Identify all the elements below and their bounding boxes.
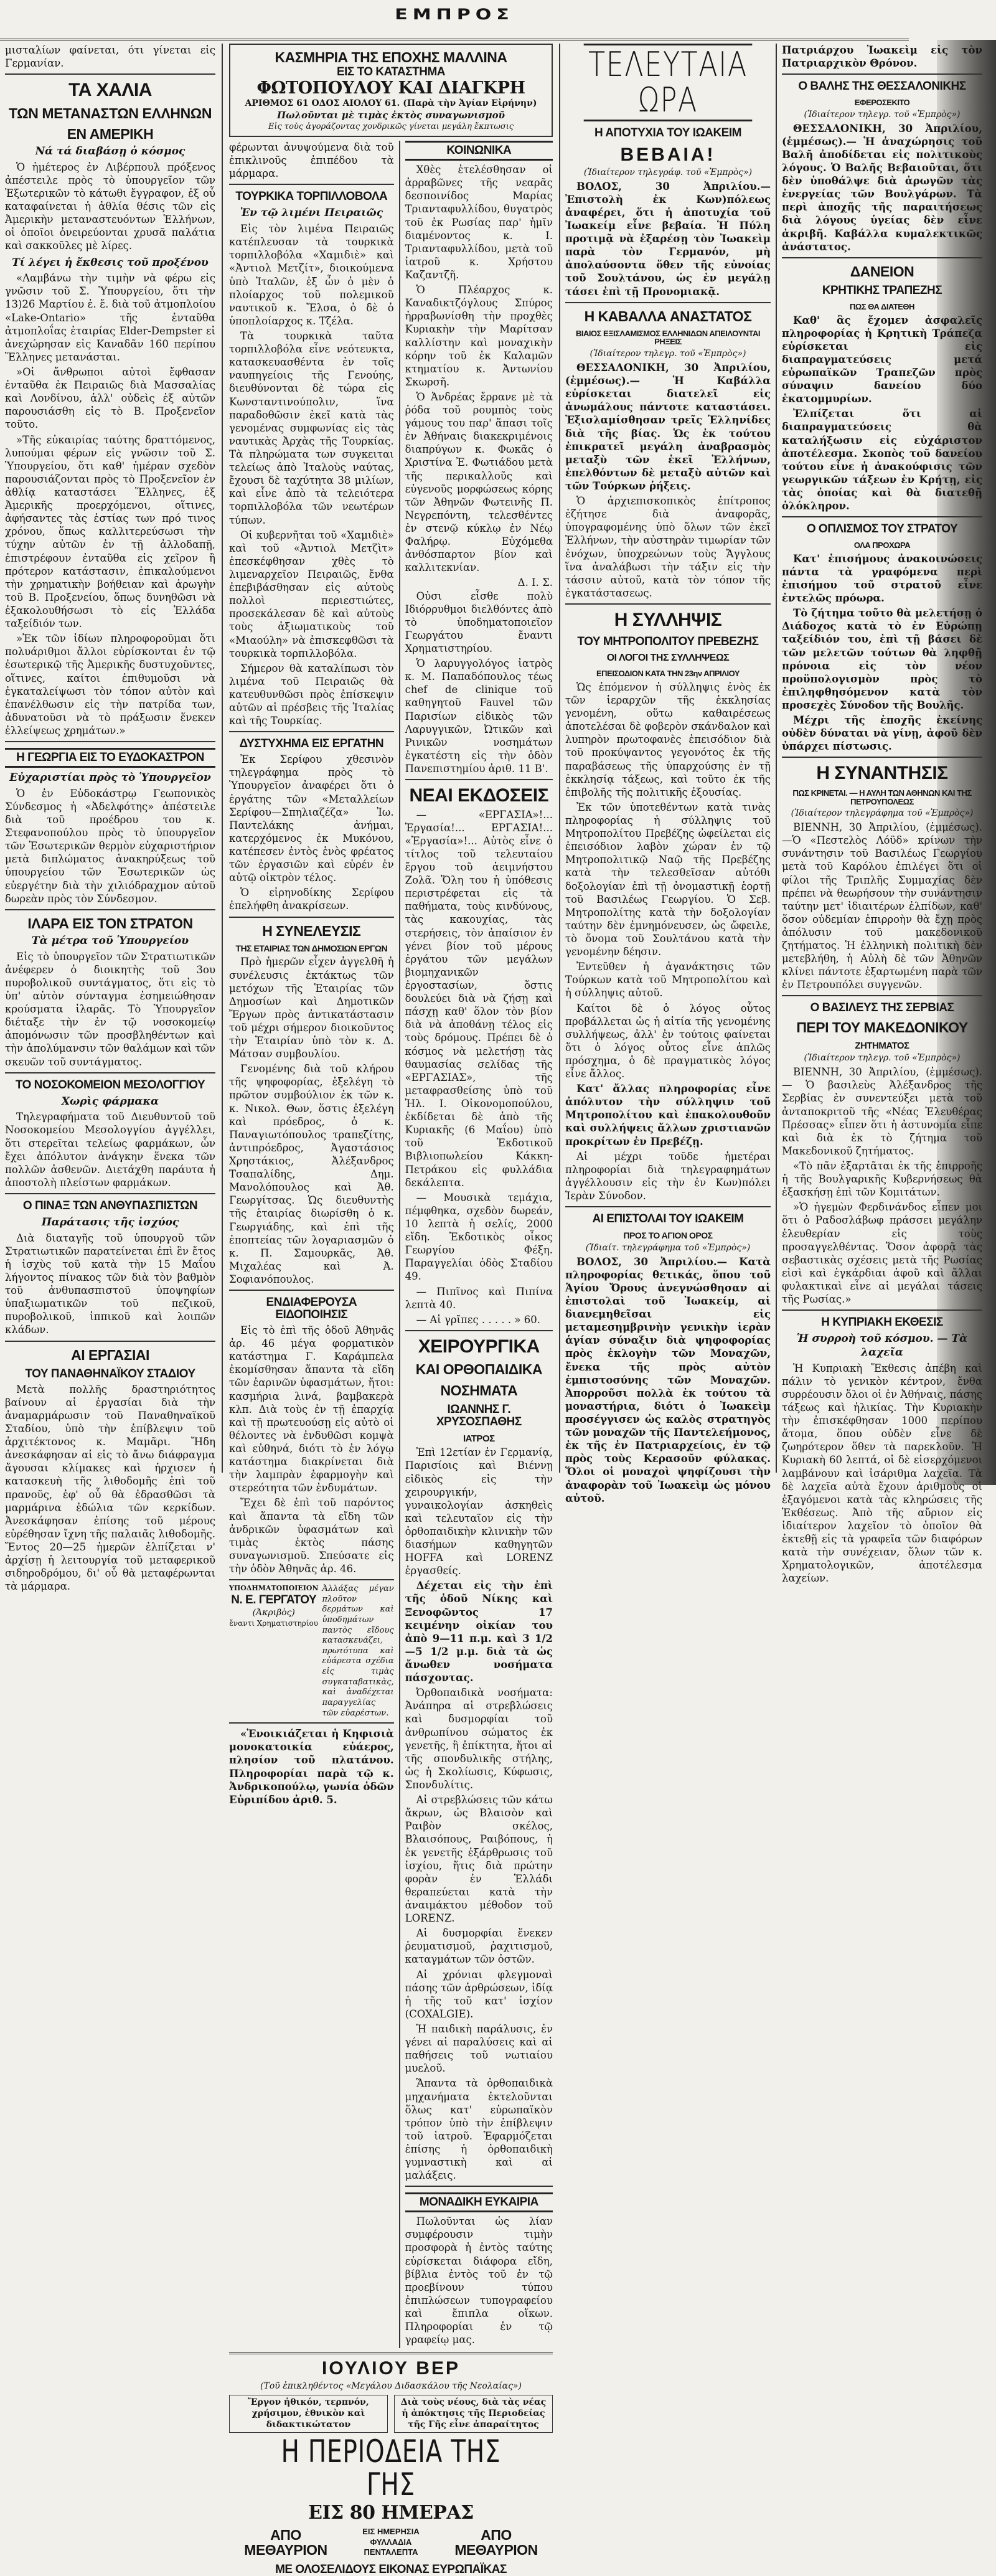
headline: ΤΟΥ ΜΗΤΡΟΠΟΛΙΤΟΥ ΠΡΕΒΕΖΗΣ: [577, 635, 759, 648]
column-2-left: [229, 141, 394, 2348]
divider: [229, 917, 394, 918]
ad-title: ΚΑΣΜΗΡΙΑ ΤΗΣ ΕΠΟΧΗΣ ΜΑΛΛΙΝΑ: [275, 49, 507, 65]
headline: ΑΙ ΕΡΓΑΣΙΑΙ: [71, 1346, 149, 1363]
article-text: Τὸ ζήτημα τοῦτο θὰ μελετήσῃ ὁ Διάδοχος κατὰ τὸ ἐν Εὐρώπῃ ταξείδιόν του, ἐπὶ τῇ βάσει δὲ τῶν μελετῶν τούτων θὰ ληφθῇ πρόνοια εἰς τὸν νέον προϋπολογισμὸν πρὸς τὸ ἐπιληφθησόμενον κατὰ τὸν προσεχὲς Σύνοδον τῆς Βουλῆς.: [782, 607, 982, 711]
subheadline: ΠΡΟΣ ΤΟ ΑΓΙΟΝ ΟΡΟΣ: [623, 1230, 713, 1241]
ad-text: (Ἀκριβὸς): [252, 1608, 295, 1618]
source-line: (Ἰδιαίτερον τηλεγρ. τοῦ «Ἐμπρὸς»): [804, 1053, 961, 1064]
divider: [229, 731, 394, 732]
ad-shop-name: Ν. Ε. ΓΕΡΓΑΤΟΥ: [231, 1593, 317, 1607]
divider: [5, 1193, 215, 1194]
article-text: »Οἱ ἄνθρωποι αὐτοὶ ἔφθασαν ἐνταῦθα ἐκ Πειραιῶς διὰ Μασσαλίας καὶ Λονδίνου, ἀλλ' οὐδεὶς ἐξ αὐτῶν παρουσιάσθη εἰς τὸ Β. Προξενεῖον τοῦτο.: [5, 366, 215, 431]
article-text: Ἡ Κυπριακὴ Ἔκθεσις ἀπέβη καὶ πάλιν τὸ γενικὸν κέντρον, ἔνθα συρρέουσιν ὅλοι οἱ ἐν Ἀθήναις, πάσης τάξεως καὶ ἡλικίας. Τὴν Κυριακὴν τὴν ἐπισκέφθησαν 1000 περίπου ἄτομα, ὅπου οὐδὲν εἶνε δὲ ζωηρότερον ὅθεν τὰ παρεκλοῦν. Ἡ Κυριακὴ 60 λεπτά, οἱ δὲ εἰσερχόμενοι λαμβάνουν καὶ ἰσάριθμα λαχεῖα. Τὰ δὲ λαχεῖα αὐτὰ ἔχουν ἀριθμοὺς οἱ ἐξαγόμενοι κατὰ τὰς κληρώσεις τῆς Ἐκθέσεως. Ἀπὸ τῆς αὔριον εἰς ἰδιαίτερον λαχεῖον τὸ ὁποῖον θὰ ἐκτεθῇ εἰς τὰ γραφεῖα τῶν διαφόρων κατὰ τὴν συνέχειαν, ὅλων τῶν κ. Χρηματολογικῶν, ἀποτέλεσμα λαχείων.: [782, 1362, 982, 1585]
article-text: Ὀρθοπαιδικὰ νοσήματα: Ἀνάπηρα αἱ στρεβλώσεις καὶ δυσμορφίαι τοῦ ἀνθρωπίνου σώματος ἐκ γενετῆς, ἢ ἐπίκτητα, ἤτοι αἱ τῆς σπονδυλικῆς στήλης, ὡς ἡ Σκολίωσις, Κύφωσις, Σπονδυλίτις.: [405, 1687, 553, 1791]
headline: ΚΟΙΝΩΝΙΚΑ: [405, 141, 553, 161]
article-text: Καίτοι δὲ ὁ λόγος οὗτος προβάλλεται ὡς ἡ αἰτία τῆς γενομένης συλλήψεως, ἀλλ' ἐν τούτοις φαίνεται ὅτι ὁ λόγος οὗτος εἶνε ἁπλῶς πρόσχημα, ὁ δὲ πραγματικὸς λόγος εἶνε ἄλλος.: [565, 1002, 771, 1080]
ad-text: Ἀλλάξας μέγαν πλοῦτον δερμάτων καὶ ὑποδημάτων παντὸς εἴδους κατασκευάζει, πρωτότυπα καὶ εὐάρεστα σχέδια εἰς τιμὰς συγκαταβατικὰς, καὶ ἀναδέχεται παραγγελίας τῶν εὐαρέστων.: [322, 1584, 394, 1718]
doctor-name: ΙΩΑΝΝΗΣ Γ. ΧΡΥΣΟΣΠΑΘΗΣ: [436, 1402, 522, 1428]
article-text: Αἱ χρόνιαι φλεγμοναὶ πάσης τῶν ἀρθρώσεων, ἰδίᾳ ἡ τῆς τοῦ κατ' ἰσχίον (COXALGIE).: [405, 1968, 553, 2020]
divider: [405, 1330, 553, 1331]
article-text: Εἰς τὸ ὑπουργεῖον τῶν Στρατιωτικῶν ἀνέφερεν ὁ διοικητὴς τοῦ 3ου πυροβολικοῦ συντάγματος, ὅτι εἰς τὸ ὑπ' αὐτὸν σύνταγμα ἐσημειώθησαν κρούσματα ἰλαρᾶς. Τὸ Ὑπουργεῖον διέταξε τὴν ἐν τῷ νοσοκομείῳ ἀπομόνωσιν τῶν προσβληθέντων καὶ τὴν ἀπολύμανσιν τῶν θαλάμων καὶ τῶν σκευῶν τοῦ συντάγματος.: [5, 950, 215, 1068]
masthead-rule: [0, 39, 909, 40]
headline: Η ΓΕΩΡΓΙΑ ΕΙΣ ΤΟ ΕΥΔΟΚΑΣΤΡΟΝ: [5, 748, 215, 768]
ad-address: ΑΡΙΘΜΟΣ 61 ΟΔΟΣ ΑΙΟΛΟΥ 61. (Παρὰ τὴν Ἁγίαν Εἰρήνην): [245, 98, 537, 109]
column-1: [5, 44, 215, 1593]
article-text: Ἔχει δὲ ἐπὶ τοῦ παρόντος καὶ ἅπαντα τὰ εἴδη τῶν ἀνδρικῶν ὑφασμάτων καὶ τιμὰς ἐκτὸς πάσης συναγωνισμοῦ. Σπεύσατε εἰς τὴν ὁδὸν Ἀθηνᾶς ἀρ. 46.: [229, 1497, 394, 1575]
headline: Η ΣΥΝΑΝΤΗΣΙΣ: [816, 763, 948, 784]
headline: ΜΟΝΑΔΙΚΗ ΕΥΚΑΙΡΙΑ: [405, 2192, 553, 2212]
headline: ΕΝ ΑΜΕΡΙΚΗ: [67, 125, 154, 142]
article-text: Σήμερον θὰ καταλίπωσι τὸν λιμένα τοῦ Πειραιῶς θὰ κατευθυνθῶσι πρὸς ἐπίσκεψιν αὐτῶν αἱ πρέσβεις τῆς Ἰταλίας καὶ τῆς Τουρκίας.: [229, 662, 394, 727]
article-text: ΒΙΕΝΝΗ, 30 Ἀπριλίου, (ἐμμέσως).—Ὁ «Πεστελὸς Λόϋδ» κρίνων τὴν συνάντησιν τοῦ Βασιλέως Γεωργίου μετὰ τοῦ Καρόλου ἐπιλέγει ὅτι οἱ φίλοι τῆς Τριπλῆς Συμμαχίας δὲν πρέπει νὰ θεωρήσουν τὴν συνάντησιν ταύτην μετ' ἰδιαιτέρων ἐλπίδων, καθ' ὅσον οὐδεμίαν ἐπιρροὴν θὰ ἔχῃ πρὸς ἀπόλυσιν τοῦ μακεδονικοῦ ζητήματος. Ἡ ἑλληνικὴ πολιτικὴ δὲν μετεβλήθη, ἡ Αὐλὴ δὲ τῶν Ἀθηνῶν κλίνει πάντοτε ἐξαρτωμένη παρὰ τῶν ἐν Πετρουπόλει συγγενῶν.: [782, 821, 982, 991]
subheadline: ΟΛΑ ΠΡΟΧΩΡΑ: [853, 540, 911, 550]
headline: ΚΑΙ ΟΡΘΟΠΑΙΔΙΚΑ: [415, 1361, 542, 1378]
ad-title: ΙΟΥΛΙΟΥ ΒΕΡ: [322, 2358, 460, 2379]
article-text: Πωλοῦνται ὡς λίαν συμφέρουσιν τιμὴν προσφορὰ ἡ ἐντὸς ταύτης εὐρίσκεται διάφορα εἴδη, βίβλια ἐντὸς τοῦ ἐν τῷ προεβίνουν τύπου ἐπιπλώσεων τυπογραφείου καὶ ἔπιπλα οἴκων. Πληροφορίαι ἐν τῷ γραφείῳ μας.: [405, 2215, 553, 2346]
subheadline: Εὐχαριστίαι πρὸς τὸ Ὑπουργεῖον: [9, 771, 211, 785]
ad-address: ἔναντι Χρηματιστηρίου: [229, 1619, 319, 1628]
headline: ΔΥΣΤΥΧΗΜΑ ΕΙΣ ΕΡΓΑΤΗΝ: [239, 737, 384, 751]
article-text: Ὁ Πλέαρχος κ. Καναδικτζόγλους Σπύρος ἠρραβωνίσθη τὴν προχθὲς Κυριακὴν τὴν Μαρίτσαν καλλίστην καὶ μοναχικὴν κόρην τοῦ ἐκ Καλαμῶν κτηματίου κ. Ἀντωνίου Σκωρσῆ.: [405, 284, 553, 388]
article-text: — Αἱ γρῖπες . . . . . » 60.: [416, 1313, 540, 1326]
ad-footer: ΜΕ ΟΛΟΣΕΛΙΔΟΥΣ ΕΙΚΟΝΑΣ ΕΥΡΩΠΑΪΚΑΣ: [275, 2562, 507, 2576]
article-text: Οἱ κυβερνῆται τοῦ «Χαμιδιὲ» καὶ τοῦ «Ἀντιολ Μετζὶτ» ἐπεσκέφθησαν χθὲς τὸ λιμεναρχεῖον Πειραιῶς, ἔνθα ἐπεβιβάσθησαν εἰς αὐτοὺς πολλοὶ περιεστιώτες, προσεκάλεσαν δὲ καὶ αὐτοὺς τοὺς ἀξιωματικοὺς τοῦ «Μιαούλη» νὰ ἐπισκεφθῶσι τὰ τουρκικὰ τορπιλλοβόλα.: [229, 529, 394, 659]
headline: ΚΡΗΤΙΚΗΣ ΤΡΑΠΕΖΗΣ: [822, 283, 942, 297]
article-text: Εἰς τὸν λιμένα Πειραιῶς κατέπλευσαν τὰ τουρκικὰ τορπιλλοβόλα «Χαμιδιὲ» καὶ «Ἀντιολ Μετζίτ», διοικούμενα ὑπὸ Ἰταλῶν, ἐξ ὧν ὁ μὲν ὁ πλοίαρχος τοῦ πολεμικοῦ ναυτικοῦ κ. Ἔλσα, ὁ δὲ ὁ ὑποπλοίαρχος κ. Τζέλα.: [229, 223, 394, 327]
article-text: ΒΟΛΟΣ, 30 Ἀπριλίου.— Κατὰ πληροφορίας θετικάς, ὅπου τοῦ Ἁγίου Ὄρους ἀνεγνώσθησαν αἱ ἐπιστολαὶ τοῦ Ἰωακείμ, αἱ διανεμηθεῖσαι εἰς μεταμεσημβρινὴν γενικὴν ἱερὰν ἁγίαν σύναξιν διὰ ψηφοφορίας πρὸς ἐκλογὴν τῶν Μοναχῶν, ἔνεκα τῆς πρὸς αὐτὸν ἐμπιστοσύνης τῶν Μοναχῶν. Ἀπορροῦσι πολλὰ ἐκ τούτου τὰ μοναστήρια, διότι ὁ Ἰωακεὶμ προσέγγισεν ὡς καλὸς στρατηγὸς τῶν μοναχῶν τῆς Παντελεήμονος, ἐκ τῆς ἐν Πατριαρχείοις, ἐν τῷ πρὸς τοὺς Κερασοῦν φύλακας. Ὅλοι οἱ μοναχοὶ ψηφίζουσι τὴν ἀναφορὰν τοῦ Ἰωακεὶμ ὡς μόνου αὐτοῦ.: [565, 1255, 771, 1504]
article-text: »Τῆς εὐκαιρίας ταύτης δραττόμενος, λυπούμαι φέρων εἰς γνῶσιν τοῦ Σ. Ὑπουργείου, ὅτι καθ' ἡμέραν σχεδὸν παρουσιάζονται πρὸς τὸ Προξενεῖον ἐν ἀθλίᾳ καταστάσει Ἕλληνες, ἐξ Ἀμερικῆς προερχόμενοι, οἵτινες, ἀφήσαντες τὰς ἑστίας των πρό τινος χρόνου, ὅπως καλλιτερεύσωσι τὴν τύχην αὐτῶν ἐν τῇ ἀλλοδαπῇ, ἐπιστρέφουν ἐνταῦθα εἰς χεῖρον ἢ πρότερον κατάστασιν, ἐπικαλούμενοι τὴν χρηματικὴν βοήθειαν καὶ ἀρωγὴν τοῦ Β. Προξενείου, ὅπως δυνηθῶσι νὰ ἐξακολουθήσωσι τὸ εἰς Ἑλλάδα ταξείδιόν των.: [5, 433, 215, 630]
subheadline: ΕΦΕΡΟΣΕΚΙΤΟ: [854, 98, 910, 108]
divider: [5, 741, 215, 742]
article-text: Ὁ ἡμέτερος ἐν Λιβέρπουλ πρόξενος ἀπέστειλε πρὸς τὸ ὑπουργεῖον τῶν Ἐξωτερικῶν τὸ κάτωθι ἔγγραφον, ἐξ οὗ καταφαίνεται ἡ ἀθλία θέσις τῶν εἰς Ἀμερικὴν μεταναστευόντων Ἑλλήνων, οἱ ὁποῖοι ὀνειρεύονται χρυσᾶ παλάτια καὶ σακκοῦλες μὲ λίρες.: [5, 161, 215, 252]
column-2-right: [399, 141, 553, 2348]
article-text: Δέχεται εἰς τὴν ἐπὶ τῆς ὁδοῦ Νίκης καὶ Ξενοφῶντος 17 κειμένην οἰκίαν του ἀπὸ 9—11 π.μ. καὶ 3 1/2—5 1/2 μ.μ. διὰ τὰ ὡς ἄνωθεν νοσήματα πάσχοντας.: [405, 1580, 553, 1684]
ad-text: ΑΠΟ ΜΕΘΑΥΡΙΟΝ: [454, 2526, 538, 2558]
headline: ΖΗΤΗΜΑΤΟΣ: [855, 1040, 909, 1051]
article-text: Καθ' ἃς ἔχομεν ἀσφαλεῖς πληροφορίας ἡ Κρητικὴ Τράπεζα εὑρίσκεται εἰς διαπραγματεύσεις μετά εὐρωπαϊκῶν Τραπεζῶν πρὸς σύναψιν δανείου δύο ἑκατομμυρίων.: [782, 314, 982, 405]
article-text: φέρωνται ἀνυψούμενα διὰ τοῦ ἐπικλινοῦς ἐπιπέδου τὰ μάρμαρα.: [229, 141, 394, 180]
subheadline: ΠΩΣ ΚΡΙΝΕΤΑΙ. — Η ΑΥΛΗ ΤΩΝ ΑΘΗΝΩΝ ΚΑΙ ΤΗΣ ΠΕΤΡΟΥΠΟΛΕΩΣ: [792, 788, 972, 806]
article-text: Ὁ Ἀνδρέας ἔρρανε μὲ τὰ ῥόδα τοῦ ρουμπὸς τοὺς γάμους του παρ' ἅπασι τοῖς ἐν Ἀθήναις διακεκριμένοις διαπρύγων κ. Φωκᾶς ὁ Χριστίνα Ἐ. Φωτιάδου μετὰ τῆς περικαλλοῦς καὶ εὐγενοῦς μορφώσεως κόρης τῶν Ἀθηνῶν Φωτεινῆς Π. Νεγρεπόντη, τελεσθέντες ἐν στενῷ κύκλῳ ἐν Νέῳ Φαλήρῳ. Εὐχόμεθα ἀνθόσπαρτον βίον καὶ καλλιτεκνίαν.: [405, 390, 553, 574]
article-text: Κατ' ἄλλας πληροφορίας εἶνε ἀπόλυτον τὴν σύλληψιν τοῦ Μητροπολίτου καὶ ἐπακολουθοῦν καὶ συλλήψεις ἄλλων χριστιανῶν προκρίτων ἐν Πρεβέζῃ.: [565, 1083, 771, 1148]
subheadline: Παράτασις τῆς ἰσχύος: [41, 1215, 179, 1229]
divider: [782, 73, 982, 75]
article-text: Τηλεγραφήματα τοῦ Διευθυντοῦ τοῦ Νοσοκομείου Μεσολογγίου ἀγγέλλει, ὅτι στερεῖται τελείως φαρμάκων, ὧν ἔχει ἀπόλυτον ἀνάγκην ἕνεκα τῶν πολλῶν ἀσθενῶν. Διετάχθη παράυτα ἡ ἀποστολὴ πλείστων φαρμάκων.: [5, 1111, 215, 1189]
divider: [782, 516, 982, 517]
headline: ΤΩΝ ΜΕΤΑΝΑΣΤΩΝ ΕΛΛΗΝΩΝ: [8, 105, 212, 121]
article-text: Διὰ διαταγῆς τοῦ ὑπουργοῦ τῶν Στρατιωτικῶν παρατείνεται ἐπὶ ἓν ἔτος ἡ ἰσχὺς τοῦ κατὰ τὴν 15 Μαΐου λήγοντος πίνακος τῶν διὰ τὸν βαθμὸν τοῦ ἀνθυπασπιστοῦ ὑποψηφίων ὑπαξιωματικῶν τοῦ πεζικοῦ, πυροβολικοῦ, ἱππικοῦ καὶ λοιπῶν κλάδων.: [5, 1232, 215, 1336]
headline: Ο ΒΑΣΙΛΕΥΣ ΤΗΣ ΣΕΡΒΙΑΣ: [810, 1001, 954, 1015]
column-rule: [559, 44, 560, 1473]
column-3: [565, 44, 771, 1504]
article-text: ΒΟΛΟΣ, 30 Ἀπριλίου.— Ἐπιστολὴ ἐκ Κων)πόλεως ἀναφέρει, ὅτι ἡ ἀποτυχία τοῦ Ἰωακείμ εἶνε βεβαία. Ἡ Πύλη προτιμᾷ νὰ ἐξαρέσῃ τὸν Ἰωακεὶμ παρὰ τὸν Γερμανόν, μὴ ἀπολαύσοντα ὅθεν τῆς εὐνοίας τοῦ Σουλτάνου, ὡς ἐν μεγάλῃ τάσει ἐπὶ τῇ Προνομιακᾷ.: [565, 180, 771, 298]
headline: Η ΣΥΛΛΗΨΙΣ: [614, 610, 722, 630]
headline: ΤΟ ΝΟΣΟΚΟΜΕΙΟΝ ΜΕΣΟΛΟΓΓΙΟΥ: [15, 1078, 205, 1092]
article-text: Οὐσι εἶσθε πολὺ Ιδιόρρυθμοι διελθόντες ἀπὸ τὸ ὑποδηματοποιεῖον Γεωργάτου ἔναντι Χρηματιστηρίου.: [405, 590, 553, 655]
headline: ΑΙ ΕΠΙΣΤΟΛΑΙ ΤΟΥ ΙΩΑΚΕΙΜ: [592, 1212, 744, 1226]
article-text: Ἐλπίζεται ὅτι αἱ διαπραγματεύσεις θὰ καταλήξωσιν εἰς εὐχάριστον ἀποτέλεσμα. Σκοπὸς τοῦ δανείου τούτου εἶνε ἡ ἀνακούφισις τῶν γεωργικῶν τάξεων ἐν Κρήτῃ, εἰς τὰς ὁποίας καὶ θὰ διατεθῇ ὁλόκληρον.: [782, 408, 982, 512]
ad-subtitle: (Τοῦ ἐπικληθέντος «Μεγάλου Διδασκάλου τῆς Νεολαίας»): [260, 2380, 522, 2391]
headline: Η ΚΥΠΡΙΑΚΗ ΕΚΘΕΣΙΣ: [821, 1316, 943, 1329]
column-4: [782, 44, 982, 1585]
subheadline: Νά τά διαβάσῃ ὁ κόσμος: [35, 145, 186, 158]
divider: [229, 2352, 553, 2354]
article-text: Κατ' ἐπισήμους ἀνακοινώσεις πάντα τὰ γραφόμενα περὶ ἐπισήμου τοῦ στρατοῦ εἶνε ἐντελῶς πρόωρα.: [782, 552, 982, 605]
ad-text: ΥΠΟΔΗΜΑΤΟΠΟΙΕΙΟΝ: [229, 1584, 319, 1593]
divider: [5, 73, 215, 75]
ad-text: ΠΕΝΤΑΛΕΠΤΑ: [364, 2547, 418, 2557]
section-headline: ΤΕΛΕΥΤΑΙΑ ΩΡΑ: [584, 44, 753, 121]
classified-text: «Ἐνοικιάζεται ἡ Κηφισιὰ μονοκατοικία εὐάερος, πλησίον τοῦ πλατάνου. Πληροφορίαι παρὰ τῷ κ. Ἀνδρικοπούλῳ, γωνία ὁδῶν Εὐριπίδου ἀριθ. 5.: [229, 1728, 394, 1806]
article-text: Ὁ ἀρχιεπισκοπικὸς ἐπίτροπος ἐζήτησε διὰ ἀναφορᾶς, ὑπογραφομένης ὑπὸ ὅλων τῶν ἐκεῖ Ἑλλήνων, τὴν αὐστηρὰν τιμωρίαν τῶν ἐνόχων, ὑποχρεώνων τοὺς Ἄγγλους ἵνα ἀναλάβωσι τὴν τάξιν εἰς τὴν τάσσιν αὐτοῦ, κατὰ τὸν τόπον τῆς ἐγκατάστασεως.: [565, 495, 771, 599]
article-text: Αἱ δυσμορφίαι ἕνεκεν ῥευματισμοῦ, ῥαχιτισμοῦ, καταγμάτων τῶν ὀστῶν.: [405, 1927, 553, 1966]
article-text: «Λαμβάνω τὴν τιμὴν νὰ φέρω εἰς γνῶσιν τοῦ Σ. Ὑπουργείου, ὅτι τὴν 13)26 Μαρτίου ἐ. ἔ. διὰ τοῦ ἀτμοπλοίου «Lake-Ontario» τῆς ἐνταῦθα ἀτμοπλοΐας ἑταιρίας Elder-Dempster εἰ ἀνεχώρησαν εἰς Καναδᾶν 160 περίπου Ἕλληνες μετανάσται.: [5, 272, 215, 363]
article-text: »Ὁ ἡγεμὼν Φερδινάνδος εἶπεν μοι ὅτι ὁ Ραδοσλάβωφ πράσσει μεγάλην ἐλευθερίαν εἰς τοὺς προσαγγελθέντας. Ὅσον ἀφορᾷ τὰς σεβαστικὰς σχέσεις μετὰ τῆς Ρωσίας εἰσὶ καὶ ἐγκάρδιαι ἀφοῦ καὶ ἄλλαι φυλακτικαὶ εἶνε αἱ μεγάλαι τάσεις τῆς Ρωσίας.»: [782, 1201, 982, 1306]
ad-text: Διὰ τοὺς νέους, διὰ τὰς νέας ἡ ἀπόκτησις τῆς Περιοδείας τῆς Γῆς εἶνε ἀπαραίτητος: [394, 2395, 553, 2433]
subheadline: ΒΙΑΙΟΣ ΕΞΙΣΛΑΜΙΣΜΟΣ ΕΛΛΗΝΙΔΩΝ ΑΠΕΙΛΟΥΝΤΑΙ ΡΗΞΕΙΣ: [576, 328, 760, 347]
article-text: ΒΙΕΝΝΗ, 30 Ἀπριλίου, (ἐμμέσως). — Ὁ βασιλεὺς Ἀλέξανδρος τῆς Σερβίας ἐν συνεντεύξει μετὰ τοῦ ἀνταποκριτοῦ τῆς «Νέας Ἐλευθέρας Πρέσσας» εἶπεν ὅτι ἡ ἀστυνομία εἶπε καὶ διὰ ἐκ τὸ ζήτημα τοῦ Μακεδονικοῦ ζητήματος.: [782, 1066, 982, 1157]
ad-line: Πωλοῦνται μὲ τιμὰς ἐκτὸς συναγωνισμοῦ: [277, 110, 505, 121]
article-text: Μέχρι τῆς ἐποχῆς ἐκείνης οὐδὲν δύναται νὰ γίνῃ, ἀφοῦ δὲν ὑπάρχει πίστωσις.: [782, 714, 982, 753]
headline: ΕΝΔΙΑΦΕΡΟΥΣΑ ΕΙΔΟΠΟΙΗΣΙΣ: [266, 1296, 357, 1322]
article-text: »Ἐκ τῶν ἰδίων πληροφοροῦμαι ὅτι πολυάριθμοι ἄλλοι εὑρίσκονται ἐν τῷ ἐσωτερικῷ τῆς Ἀμερικῆς δυστυχοῦντες, οἵτινες, καίτοι ἐπιθυμοῦσι νὰ ἐγκαταλείψωσι τὸν τόπον αὐτὸν καὶ ἐπανέλθωσιν εἰς τὴν πατρίδα των, ἀδυνατοῦσι νὰ τὸ πράξωσιν ἕνεκεν ἐλλείψεως χρημάτων.»: [5, 633, 215, 737]
divider: [405, 2186, 553, 2187]
article-text: Ἐπὶ 12ετίαν ἐν Γερμανίᾳ, Παρισίοις καὶ Βιέννῃ εἰδικὸς εἰς τὴν χειρουργικήν, γυναικολογίαν ἀσκηθεὶς καὶ τελευταῖον εἰς τὴν ὀρθοπαιδικὴν κλινικὴν τῶν διασήμων καθηγητῶν HOFFA καὶ LORENZ ἐργασθείς.: [405, 1446, 553, 1577]
subheadline: ΠΩΣ ΘΑ ΔΙΑΤΕΘΗ: [850, 301, 914, 311]
subheadline: ΕΠΕΙΣΟΔΙΟΝ ΚΑΤΑ ΤΗΝ 23ην ΑΠΡΙΛΙΟΥ: [596, 669, 740, 679]
article-text: Ἐντεῦθεν ἡ ἀγανάκτησις τῶν Τούρκων κατὰ τοῦ Μητροπολίτου καὶ ἡ σύλληψις αὐτοῦ.: [565, 961, 771, 999]
headline: Ο ΠΙΝΑΞ ΤΩΝ ΑΝΘΥΠΑΣΠΙΣΤΩΝ: [22, 1199, 198, 1212]
article-text: Χθὲς ἐτελέσθησαν οἱ ἀρραβῶνες τῆς νεαρᾶς δεσποινίδος Μαρίας Τριανταφυλλίδου, θυγατρὸς τοῦ ἐκ Ρωσίας παρ' ἡμῖν διαμένοντος κ. Ι. Τριανταφυλλίδου, μετὰ τοῦ ἰατροῦ κ. Χρήστου Καζαντζῆ.: [405, 164, 553, 281]
divider: [229, 184, 394, 185]
source-line: (Ἰδιαίτ. τηλεγράφημα τοῦ «Ἐμπρὸς»): [585, 1242, 751, 1253]
headline: Η ΚΑΒΑΛΛΑ ΑΝΑΣΤΑΤΟΣ: [584, 308, 752, 324]
headline: ΧΕΙΡΟΥΡΓΙΚΑ: [418, 1336, 540, 1357]
headline: ΤΟΥ ΠΑΝΑΘΗΝΑΪΚΟΥ ΣΤΑΔΙΟΥ: [25, 1367, 195, 1380]
article-text: Πρὸ ἡμερῶν εἶχεν ἀγγελθῆ ἡ συνέλευσις ἐκτάκτως τῶν μετόχων τῆς Ἑταιρίας τῶν Δημοσίων καὶ Δημοτικῶν Ἔργων πρὸς ἀντικατάστασιν τοῦ μέχρι σήμερον διοικοῦντος τὴν Ἑταιρίαν ὑπὸ τὸν κ. Δ. Μάτσαν συμβουλίου.: [229, 956, 394, 1060]
subheadline: Χωρὶς φάρμακα: [61, 1095, 159, 1108]
article-text: Γενομένης διὰ τοῦ κλήρου τῆς ψηφοφορίας, ἐξελέγη τὸ πρῶτον συμβούλιον ἐκ τῶν κ. κ. Νικολ. Θων, ὅστις ἐξελέγη καὶ πρόεδρος, ὁ κ. Παναγιωτόπουλος τραπεζίτης, ἀντιπρόεδρος, Ἀγαστάσιος Χρηστάκιος, Ἀλέξανδρος Τσαπαλίδης, Δημ. Μανολόπουλος καὶ Ἀθ. Γεωργίτσας. Ὡς διευθυντὴς τῆς ἑταιρίας διωρίσθη ὁ κ. Γεωργιάδης, καὶ ἐπὶ τῆς ἐποπτείας τῶν λογαριασμῶν ὁ κ. Π. Σαμουρκᾶς, Ἀθ. Μιχαλέας καὶ Ἀ. Σοφιανόπουλος.: [229, 1063, 394, 1286]
divider: [565, 302, 771, 303]
article-text: Αἱ στρεβλώσεις τῶν κάτω ἄκρων, ὡς Βλαισὸν καὶ Ραιβὸν σκέλος, Βλαισόπους, Ραιβόπους, ἡ ἐκ γενετῆς ἐξάρθρωσις τοῦ ἰσχίου, ἥτις διὰ πρώτην φορὰν ἐν Ἑλλάδι θεραπεύεται κατὰ τὴν ἀναιμάκτου μέθοδον τοῦ LORENZ.: [405, 1794, 553, 1925]
article-text: Τὰ τουρκικὰ ταῦτα τορπιλλοβόλα εἶνε νεότευκτα, κατασκευασθέντα ἐν τοῖς ναυπηγείοις τῆς Γενούης, διευθύνονται δὲ τώρα εἰς Κωνσταντινούπολιν, ἵνα παραδοθῶσιν ἐκεῖ κατὰ τὰς γενομένας συμφωνίας εἰς τὰς ναυτικὰς Ἀρχὰς τῆς Τουρκίας. Τὰ πληρώματα των συγκειται τελείως ἀπὸ Ἰταλοὺς ναύτας, ἔχουσι δὲ ταχύτητα 38 μιλίων, καὶ εἶνε ἀπὸ τὰ τελειότερα τορπιλλοβόλα τῶν νεωτέρων τύπων.: [229, 330, 394, 526]
ad-subtitle: ΕΙΣ ΤΟ ΚΑΤΑΣΤΗΜΑ: [336, 65, 445, 79]
headline: ΤΗΣ ΕΤΑΙΡΙΑΣ ΤΩΝ ΔΗΜΟΣΙΩΝ ΕΡΓΩΝ: [235, 943, 388, 953]
divider: [405, 779, 553, 780]
divider: [229, 1290, 394, 1291]
masthead: [0, 0, 909, 40]
subheadline: Ἐν τῷ λιμένι Πειραιῶς: [240, 207, 383, 220]
divider: [782, 257, 982, 258]
subheadline: ΟΙ ΛΟΓΟΙ ΤΗΣ ΣΥΛΛΗΨΕΩΣ: [606, 653, 730, 664]
headline: Η ΑΠΟΤΥΧΙΑ ΤΟΥ ΙΩΑΚΕΙΜ: [594, 126, 741, 140]
ad-text: Ἔργον ἠθικόν, τερπνόν, χρήσιμον, ἐθνικὸν καὶ διδακτικώτατον: [229, 2395, 388, 2433]
column-2: [229, 44, 553, 2576]
article-text: Ὡς ἐπόμενον ἡ σύλληψις ἑνὸς ἐκ τῶν ἱεραρχῶν τῆς ἐκκλησίας γενομένη, οὕτω καθαιρέσεως ἀποτελέσαι δὲ φοβερὸν σκάνδαλον καὶ λυπηρὸν πρωτοφανὲς ἐπεισόδιον διὰ τοῦ προκύψαντος γεγονότος ἐκ τῆς παραβάσεως τῆς ὑπαρχούσης ἐν τῇ ἐκκλησίᾳ τάξεως, καὶ τοῦτο ἐκ τῆς ἐπιβολῆς τῆς πολιτικῆς ἐξουσίας.: [565, 681, 771, 798]
ad-line: Εἰς τοὺς ἀγοράζοντας χονδρικῶς γίνεται μεγάλη ἔκπτωσις: [268, 121, 514, 131]
article-text: ΘΕΣΣΑΛΟΝΙΚΗ, 30 Ἀπριλίου, (ἐμμέσως).— Ἡ ἀναχώρησις τοῦ Βαλῆ ἀποδίδεται εἰς πολιτικοὺς λόγους. Ὁ Βαλῆς Βεβαιοῦται, ὅτι δὲν ὑποθάλψε διὰ ἀρωγῶν τὰς ἐνεργείας τῶν Βουλγάρων. Τὰ περὶ ἀποχῆς τῆς παραιτήσεως διὰ λόγους ὑγείας δὲν εἶνε ἀκριβῆ. Καβάλλα κυμαλεκτικῶς ἀνάστατος.: [782, 122, 982, 253]
divider: [565, 1206, 771, 1207]
divider: [5, 1341, 215, 1342]
headline: Ο ΟΠΛΙΣΜΟΣ ΤΟΥ ΣΤΡΑΤΟΥ: [806, 522, 958, 536]
headline: Η ΣΥΝΕΛΕΥΣΙΣ: [262, 922, 361, 939]
article-text: Μετὰ πολλῆς δραστηριότητος βαίνουν αἱ ἐργασίαι διὰ τὴν ἀναμαρμάρωσιν τοῦ Παναθηναϊκοῦ Σταδίου, ὑπὸ τὴν ἐπίβλεψιν τοῦ ἀρχιτέκτονος κ. Μαμᾶρι. Ἤδη ἀνεσκάφησαν αἱ εἰς τὸ ἄνω διάφραγμα ἄγουσαι κλίμακες καὶ ἠρχισεν ἡ κατασκευὴ τῆς λιθοδομῆς ἐπὶ τοῦ πρανοῦς, ἐφ' οὗ θὰ ἐδρασθῶσι τὰ μαρμάρινα ἑδώλια τῶν κερκίδων. Ἀνεσκάφησαν ἐπίσης τοῦ μέρους εὑρέθησαν ἴχνη τῆς παλαιᾶς λιθοδομῆς. Ἔντος 20—25 ἡμερῶν ἐλπίζεται ν' ἀρχίσῃ ἡ λειτουργία τοῦ μεταφερικοῦ σιδηροδρόμου, δι' οὗ θὰ μεταφέρωνται τὰ μάρμαρα.: [5, 1383, 215, 1593]
article-text: Αἱ μέχρι τοῦδε ἡμετέραι πληροφορίαι διὰ τηλεγραφημάτων ἀγγέλλουσιν εἰς τὴν ἐν Κων)πόλει Ἱερὰν Σύνοδον.: [565, 1150, 771, 1202]
headline: ΤΑ ΧΑΛΙΑ: [68, 80, 152, 101]
article-text: Ἐκ Σερίφου χθεσινὸν τηλεγράφημα πρὸς τὸ Ὑπουργεῖον ἀναφέρει ὅτι ὁ ἐργάτης τῶν «Μεταλλείων Σερίφου—Σπηλιαζέζα» Ἰω. Παντελάκης ἀνήμαι, κατερχόμενος ἐκ Μυκόνου, κατέπεσεν ἐντὸς ἑνὸς φρέατος τῶν ἐργασιῶν καὶ εὑρέν ἐν αὐτῷ οἰκτρὸν τέλος.: [229, 753, 394, 884]
divider: [229, 1722, 394, 1724]
source-line: (Ἰδιαίτερον τηλεγρ. τοῦ «Ἐμπρὸς»): [590, 349, 746, 359]
divider: [782, 995, 982, 996]
article-text: Ἐκ τῶν ὑποτεθέντων κατὰ τινὰς πληροφορίας ἡ σύλληψις τοῦ Μητροπολίτου Πρεβέζης ὠφείλεται εἰς ἐπεισόδιον λαβὸν χώραν ἐν τῷ Μητροπολιτικῷ Ναῷ τῆς Πρεβέζης κατὰ τὴν τελεσθεῖσαν αὐτόθι δοξολογίαν ἐπὶ τῇ ὀνομαστικῇ ἑορτῇ τοῦ Βασιλέως Γεωργίου. Ὁ Σεβ. Μητροπολίτης κατὰ τὴν δοξολογίαν ταύτην δὲν ἐμνημόνευσεν, ὡς ὤφειλε, τὸ ὄνομα τοῦ Σουλτάνου κατὰ τὴν γενομένην δέησιν.: [565, 801, 771, 958]
column-rule: [222, 44, 223, 1473]
divider: [229, 1579, 394, 1580]
article-text: Ὁ εἰρηνοδίκης Σερίφου ἐπελήφθη ἀνακρίσεων.: [229, 887, 394, 912]
ad-shop-name: ΦΩΤΟΠΟΥΛΟΥ ΚΑΙ ΔΙΑΓΚΡΗ: [256, 78, 525, 98]
advertisement-shoes: [229, 1584, 394, 1719]
article-text: Ἅπαντα τὰ ὀρθοπαιδικὰ μηχανήματα ἐκτελοῦνται ὅλως κατ' εὐρωπαϊκὸν τρόπον ὑπὸ τὴν ἐπίβλεψιν τοῦ ἰατροῦ. Ἐφαρμόζεται ἐπίσης ἡ ὀρθοπαιδικὴ γυμναστικὴ καὶ αἱ μαλάξεις.: [405, 2077, 553, 2182]
headline: ΔΑΝΕΙΟΝ: [850, 263, 914, 280]
headline: ΠΕΡΙ ΤΟΥ ΜΑΚΕΔΟΝΙΚΟΥ: [796, 1019, 968, 1036]
headline: ΝΕΑΙ ΕΚΔΟΣΕΙΣ: [409, 785, 549, 806]
article-text: ΘΕΣΣΑΛΟΝΙΚΗ, 30 Ἀπριλίου, (ἐμμέσως).— Ἡ Καβάλλα εὑρίσκεται διατελεῖ εἰς ἀνωμάλους πάντοτε καταστάσει. Ἐξισλαμίσθησαν τρεῖς Ἑλληνίδες διὰ τῆς βίας. Ὡς ἐκ τούτου ἐπικρατεῖ μεγάλη ἀναβρασμὸς μεταξὺ τῶν ἐκεῖ Ἑλλήνων, ἐπελθόντων δὲ μεταξὺ αὐτῶν καὶ τῶν Τούρκων ῥήξεις.: [565, 362, 771, 493]
subheadline: Τὰ μέτρα τοῦ Ὑπουργείου: [31, 934, 189, 947]
headline: ΙΛΑΡΑ ΕΙΣ ΤΟΝ ΣΤΡΑΤΟΝ: [27, 915, 193, 932]
divider: [782, 757, 982, 758]
subheadline: Τί λέγει ἡ ἔκθεσις τοῦ προξένου: [12, 256, 209, 269]
ad-headline: ΕΙΣ 80 ΗΜΕΡΑΣ: [308, 2502, 474, 2524]
headline: ΒΕΒΑΙΑ!: [620, 144, 716, 166]
article-text: — «ΕΡΓΑΣΙΑ»!... Ἐργασία!... ΕΡΓΑΣΙΑ!... «Ἐργασία»!... Αὐτὸς εἶνε ὁ τίτλος τοῦ τελευταίου ἔργου τοῦ ἀειμνήστου Ζολᾶ. Ὅλη του ἡ ὑπόθεσις περιστρέφεται εἰς τὰ παθήματα, τοὺς κινδύνους, τὰς κακουχίας, τὰς στερήσεις, τὸν ἀπαίσιον ἐν γένει βίον τοῦ μέρους ἐργάτου τῶν μεγάλων βιομηχανικῶν ἐργοστασίων, ὅστις δουλεύει διὰ νὰ ζήσῃ καὶ πάσχῃ καθ' ὅλον τὸν βίον διὰ νὰ ἀποθάνῃ τέλος εἰς τοὺς δρόμους. Πρέπει δὲ ὁ κόσμος νὰ μελετήσῃ τὰς θαυμασίας σελίδας τῆς «ΕΡΓΑΣΙΑΣ», τῆς μεταφρασθείσης ὑπὸ τοῦ Ἠλ. Ι. Οἰκονομοπούλου, ἐκδίδεται δὲ ἀπὸ τῆς Κυριακῆς (6 Μαΐου) ὑπὸ τοῦ Ἐκδοτικοῦ Βιβλιοπωλείου Κάκκη-Πετράκου εἰς φυλλάδια δεκάλεπτα.: [405, 808, 553, 1189]
masthead-title: ΕΜΠΡΟΣ: [395, 6, 514, 24]
ad-headline: Η ΠΕΡΙΟΔΕΙΑ ΤΗΣ ΓΗΣ: [281, 2433, 501, 2503]
ad-text: ΑΠΟ ΜΕΘΑΥΡΙΟΝ: [244, 2526, 327, 2558]
column-rule: [776, 44, 777, 1473]
divider: [5, 909, 215, 910]
divider: [782, 1309, 982, 1311]
advertisement-cashmere: [229, 44, 553, 137]
source-line: (Ἰδιαίτερον τηλεγράφ. τοῦ «Ἐμπρὸς»): [583, 167, 753, 177]
divider: [565, 603, 771, 605]
article-text: Εἰς τὸ ἐπὶ τῆς ὁδοῦ Ἀθηνᾶς ἀρ. 46 μέγα φορματικὸν κατάστημα Γ. Καράμπελα ἐκομίσθησαν ἅπαντα τὰ εἴδη τῶν ἐαρινῶν ὑφασμάτων, ἤτοι: κασμήρια λινά, βαμβακερὰ κλπ. Διὰ τοὺς ἐν τῇ ἐπαρχίᾳ καὶ τῇ πρωτευούσῃ εἰς αὐτὸ οἱ θέλοντες νὰ ἐνδυθῶσι κομψὰ καὶ εὐθηνά, διότι τὸ ἐν λόγῳ κατάστημα διακρίνεται διὰ τὴν λαμπρὰν ἐφαρμογὴν καὶ στερεότητα τῶν ἐνδυμάτων.: [229, 1324, 394, 1494]
headline: ΤΟΥΡΚΙΚΑ ΤΟΡΠΙΛΛΟΒΟΛΑ: [235, 190, 388, 204]
source-line: (Ἰδιαίτερον τηλεγράφημα τοῦ «Ἐμπρὸς»): [791, 808, 974, 819]
article-text: Ὁ λαρυγγολόγος ἰατρὸς κ. Μ. Παπαδόπουλος τέως chef de clinique τοῦ καθηγητοῦ Fauvel τῶν Παρισίων εἰδικὸς τῶν Λαρυγγικῶν, Ὠτικῶν καὶ Ρινικῶν νοσημάτων ἐγκατέστη εἰς τὴν ὁδὸν Πανεπιστημίου ἀριθ. 11 Β'.: [405, 658, 553, 775]
article-text: Πατριάρχου Ἰωακεὶμ εἰς τὸν Πατριαρχικὸν Θρόνον.: [782, 44, 982, 70]
subheadline: Ἡ συρροὴ τοῦ κόσμου. — Τὰ λαχεῖα: [796, 1333, 968, 1359]
source-line: (Ἰδιαίτερον τηλεγρ. τοῦ «Ἐμπρὸς»): [804, 109, 961, 120]
article-text: μισταλίων φαίνεται, ότι γίνεται εἰς Γερμανίαν.: [5, 44, 215, 70]
article-text: Ἡ παιδικὴ παράλυσις, ἐν γένει αἱ παραλύσεις καὶ αἱ παθήσεις τοῦ νωτιαίου μυελοῦ.: [405, 2022, 553, 2075]
signature: Δ. Ι. Σ.: [517, 577, 553, 589]
divider: [5, 1072, 215, 1073]
advertisement-book: [229, 2359, 553, 2575]
article-text: — Μουσικὰ τεμάχια, πέμφθηκα, σχεδὸν δωρεάν, 10 λεπτὰ ἡ σελίς, 2000 εἴδη. Ἐκδοτικὸς οἶκος Γεωργίου Φέξη. Παραγγελίαι ὁδὸς Σταδίου 49.: [405, 1191, 553, 1283]
article-text: «Τὸ πᾶν ἐξαρτᾶται ἐκ τῆς ἐπιρροῆς ἡ τῆς Βουλγαρικῆς Κυβερνήσεως θὰ ἐξασκήσῃ ἐπὶ τῶν Κομιτάτων.: [782, 1159, 982, 1199]
ad-text: ΕΙΣ ΗΜΕΡΗΣΙΑ ΦΥΛΛΑΔΙΑ: [362, 2526, 420, 2547]
article-text: Ὁ ἐν Εὐδοκάστρῳ Γεωπονικὸς Σύνδεσμος ἡ «Ἀδελφότης» ἀπέστειλε διὰ τοῦ προέδρου του κ. Στεφανοπούλου πρὸς τὸ ὑπουργεῖον τῶν Ἐσωτερικῶν θερμὸν εὐχαριστήριον μετὰ διπλώματος ἀνακηρύξεως τοῦ ὑπουργείου τῶν Ἐσωτερικῶν ὡς εὐεργέτην διὰ τὴν χιλιόδραχμον αὐτοῦ δωρεὰν πρὸς τὸν Σύνδεσμον.: [5, 787, 215, 905]
headline: Ο ΒΑΛΗΣ ΤΗΣ ΘΕΣΣΑΛΟΝΙΚΗΣ: [798, 80, 966, 93]
headline: ΝΟΣΗΜΑΤΑ: [440, 1382, 518, 1399]
article-text: — Πιπῖνος καὶ Πιπίνα λεπτὰ 40.: [405, 1285, 553, 1311]
doctor-title: ΙΑΤΡΟΣ: [463, 1433, 495, 1444]
